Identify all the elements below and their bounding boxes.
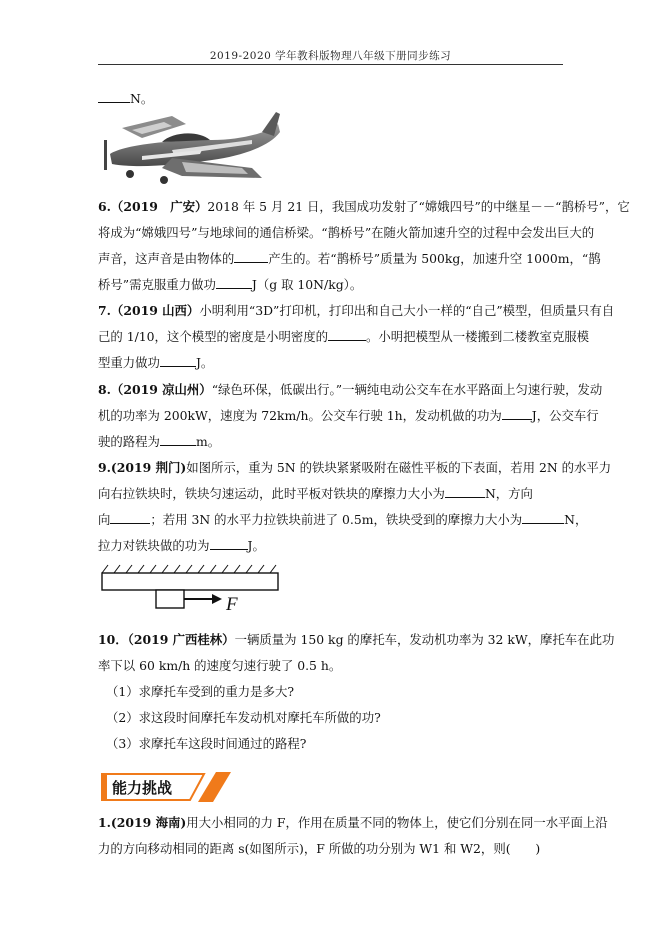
header-divider — [98, 64, 563, 65]
q9-line-4: 拉力对铁块做的功为 J。 — [98, 538, 265, 553]
answer-blank[interactable] — [210, 537, 248, 550]
airplane-image — [102, 110, 282, 190]
answer-blank[interactable] — [98, 90, 130, 103]
q6-line-1: 6.（2019 广安）2018 年 5 月 21 日，我国成功发射了“嫦娥四号”的中继星－－“鹊桥号”，它 — [98, 199, 630, 214]
q8-line-1: 8.（2019 凉山州）“绿色环保，低碳出行。”一辆纯电动公交车在水平路面上匀速行驶，发动 — [98, 382, 603, 397]
answer-blank[interactable] — [522, 511, 564, 524]
q10-sub-3: （3）求摩托车这段时间通过的路程? — [106, 736, 307, 751]
answer-blank[interactable] — [160, 433, 196, 446]
answer-blank[interactable] — [160, 354, 196, 367]
header-title: 2019-2020 学年教科版物理八年级下册同步练习 — [209, 50, 452, 62]
q9-line-1: 9.(2019 荆门)如图所示，重为 5N 的铁块紧紧吸附在磁性平板的下表面，若用 2N 的水平力 — [98, 460, 612, 475]
q10-line-1: 10．（2019 广西桂林）一辆质量为 150 kg 的摩托车，发动机功率为 32 kW，摩托车在此功 — [98, 632, 615, 647]
q9-line-2: 向右拉铁块时，铁块匀速运动，此时平板对铁块的摩擦力大小为 N，方向 — [98, 486, 533, 501]
q9-line-3: 向 ；若用 3N 的水平力拉铁块前进了 0.5m，铁块受到的摩擦力大小为 N， — [98, 512, 588, 527]
magnetic-plate — [102, 573, 278, 590]
q7-line-3: 型重力做功 J。 — [98, 355, 214, 370]
answer-blank[interactable] — [502, 407, 532, 420]
magnetic-plate-diagram — [100, 563, 290, 615]
q10-sub-1: （1）求摩托车受到的重力是多大? — [106, 684, 294, 699]
answer-blank[interactable] — [110, 511, 150, 524]
q6-line-3: 声音，这声音是由物体的 产生的。若“鹊桥号”质量为 500kg，加速升空 1000m，“鹊 — [98, 251, 601, 266]
section-badge — [98, 770, 233, 804]
plate-hatching — [102, 565, 276, 573]
c1-line-1: 1.(2019 海南)用大小相同的力 F，作用在质量不同的物体上，使它们分别在同一水平面上沿 — [98, 815, 608, 830]
q8-line-2: 机的功率为 200kW，速度为 72km/h。公交车行驶 1h，发动机做的功为 J，公交车行 — [98, 408, 599, 423]
q6-line-2: 将成为“嫦娥四号”与地球间的通信桥梁。“鹊桥号”在随火箭加速升空的过程中会发出巨大的 — [98, 225, 595, 240]
arrow-head-icon — [212, 594, 222, 604]
q10-sub-2: （2）求这段时间摩托车发动机对摩托车所做的功? — [106, 710, 381, 725]
force-label: F — [226, 594, 238, 615]
section-title: 能力挑战 — [112, 779, 173, 797]
answer-blank[interactable] — [234, 250, 268, 263]
q6-line-4: 桥号”需克服重力做功 J（g 取 10N/kg）。 — [98, 277, 363, 292]
prev-answer-line: N。 — [98, 90, 568, 108]
answer-blank[interactable] — [445, 485, 485, 498]
iron-block — [156, 590, 184, 608]
c1-line-2: 力的方向移动相同的距离 s(如图所示)，F 所做的功分别为 W1 和 W2，则( ) — [98, 841, 541, 856]
q7-line-2: 己的 1/10，这个模型的密度是小明密度的 。小明把模型从一楼搬到二楼教室克服模 — [98, 329, 590, 344]
q7-line-1: 7.（2019 山西）小明利用“3D”打印机，打印出和自己大小一样的“自己”模型，但质量只有自 — [98, 303, 615, 318]
q8-line-3: 驶的路程为 m。 — [98, 434, 221, 449]
q10-line-2: 率下以 60 km/h 的速度匀速行驶了 0.5 h。 — [98, 658, 342, 673]
answer-blank[interactable] — [328, 328, 366, 341]
answer-blank[interactable] — [216, 276, 252, 289]
